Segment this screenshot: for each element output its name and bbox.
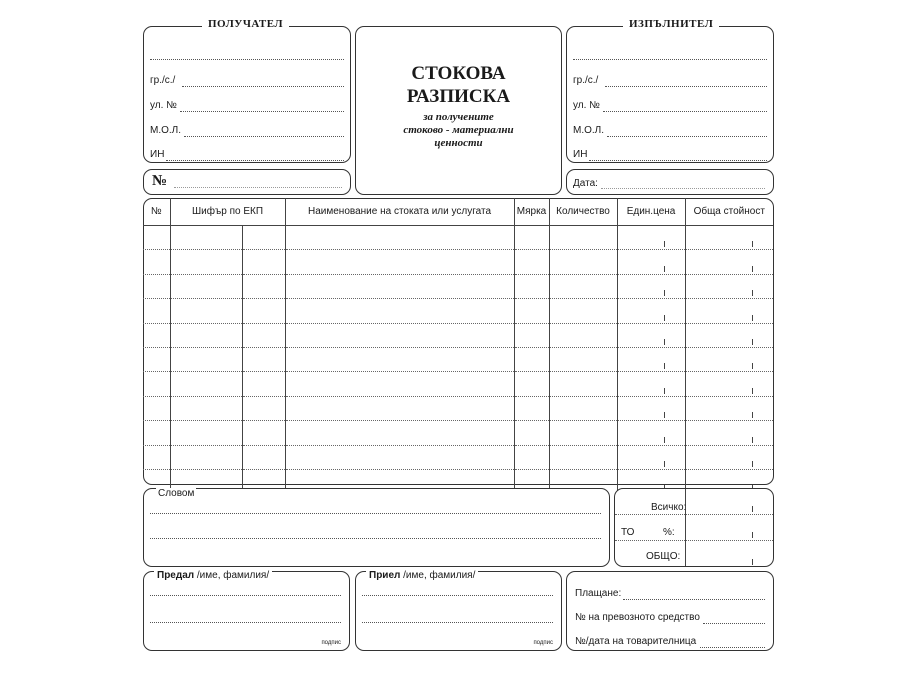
title-box (355, 26, 562, 195)
cell-name[interactable] (285, 347, 514, 371)
waybill-label: №/дата на товарителница (575, 636, 697, 647)
cell-unit[interactable] (514, 445, 549, 469)
cell-code-a[interactable] (170, 372, 242, 396)
received-sign-caption: подпис (533, 640, 553, 646)
recipient-city-line[interactable] (182, 86, 344, 87)
executor-id-line[interactable] (589, 160, 767, 161)
executor-street-line[interactable] (603, 111, 767, 112)
cell-unit-price[interactable] (617, 347, 685, 371)
document-subtitle-line1: за получените (423, 111, 494, 123)
cell-unit[interactable] (514, 299, 549, 323)
payment-box (566, 571, 774, 651)
recipient-mol-label: М.О.Л. (150, 125, 182, 136)
cell-code-b[interactable] (242, 274, 285, 298)
decimal-separator-mark (752, 241, 753, 247)
date-line[interactable] (601, 188, 765, 189)
cell-quantity[interactable] (549, 396, 617, 420)
cell-code-b[interactable] (242, 421, 285, 445)
payment-label: Плащане: (575, 588, 622, 599)
cell-unit[interactable] (514, 274, 549, 298)
cell-name[interactable] (285, 323, 514, 347)
cell-unit[interactable] (514, 250, 549, 274)
cell-code-a[interactable] (170, 250, 242, 274)
executor-mol-label: М.О.Л. (573, 125, 605, 136)
decimal-separator-mark (752, 290, 753, 296)
decimal-separator-mark (752, 437, 753, 443)
table-row (143, 347, 773, 371)
cell-unit[interactable] (514, 372, 549, 396)
decimal-separator-mark (752, 315, 753, 321)
cell-total[interactable] (685, 347, 773, 371)
cell-code-b[interactable] (242, 226, 285, 250)
cell-quantity[interactable] (549, 421, 617, 445)
cell-quantity[interactable] (549, 226, 617, 250)
number-line[interactable] (174, 187, 342, 188)
grand-total-label: ОБЩО: (646, 551, 681, 562)
cell-name[interactable] (285, 396, 514, 420)
cell-code-b[interactable] (242, 250, 285, 274)
col-number-header: № (143, 198, 170, 226)
cell-number[interactable] (143, 274, 170, 298)
cell-unit-price[interactable] (617, 323, 685, 347)
recipient-title: ПОЛУЧАТЕЛ (202, 18, 289, 30)
cell-code-a[interactable] (170, 323, 242, 347)
cell-number[interactable] (143, 421, 170, 445)
cell-total[interactable] (685, 372, 773, 396)
cell-number[interactable] (143, 396, 170, 420)
cell-unit-price[interactable] (617, 396, 685, 420)
executor-city-line[interactable] (605, 86, 767, 87)
cell-total[interactable] (685, 274, 773, 298)
executor-city-label: гр./с./ (573, 75, 599, 86)
executor-box (566, 18, 774, 163)
cell-total[interactable] (685, 396, 773, 420)
col-unit-header: Мярка (514, 198, 549, 226)
cell-name[interactable] (285, 372, 514, 396)
table-row (143, 396, 773, 420)
cell-name[interactable] (285, 299, 514, 323)
cell-quantity[interactable] (549, 323, 617, 347)
waybill-line[interactable] (700, 647, 765, 648)
cell-total[interactable] (685, 445, 773, 469)
decimal-separator-mark (664, 290, 665, 296)
document-subtitle-line3: ценности (434, 137, 483, 149)
document-subtitle-line2: стоково - материални (403, 124, 514, 136)
decimal-separator-mark (752, 412, 753, 418)
words-box (143, 488, 610, 567)
cell-name[interactable] (285, 445, 514, 469)
cell-code-a[interactable] (170, 421, 242, 445)
words-label: Словом (158, 488, 195, 499)
cell-unit-price[interactable] (617, 299, 685, 323)
total-label: Всичко: (651, 502, 687, 513)
cell-code-b[interactable] (242, 396, 285, 420)
vehicle-line[interactable] (703, 623, 765, 624)
cell-code-a[interactable] (170, 274, 242, 298)
totals-box (614, 488, 774, 567)
cell-number[interactable] (143, 250, 170, 274)
cell-number[interactable] (143, 323, 170, 347)
received-label (366, 570, 478, 581)
recipient-box (143, 18, 351, 163)
cell-unit-price[interactable] (617, 274, 685, 298)
cell-unit-price[interactable] (617, 226, 685, 250)
decimal-separator-mark (752, 363, 753, 369)
cell-number[interactable] (143, 347, 170, 371)
cell-unit-price[interactable] (617, 250, 685, 274)
vat-pct-label: %: (663, 527, 675, 538)
executor-id-label: ИН (573, 149, 588, 160)
items-body (143, 226, 773, 494)
cell-total[interactable] (685, 226, 773, 250)
decimal-separator-mark (664, 363, 665, 369)
decimal-separator-mark (752, 266, 753, 272)
cell-quantity[interactable] (549, 372, 617, 396)
cell-number[interactable] (143, 445, 170, 469)
decimal-separator-mark (664, 339, 665, 345)
vehicle-label: № на превозното средство (575, 612, 700, 623)
cell-code-b[interactable] (242, 299, 285, 323)
executor-street-label: ул. № (573, 100, 600, 111)
number-label: № (152, 173, 168, 189)
cell-unit[interactable] (514, 396, 549, 420)
cell-total[interactable] (685, 421, 773, 445)
recipient-city-label: гр./с./ (150, 75, 176, 86)
recipient-id-line[interactable] (166, 160, 344, 161)
words-line-2[interactable] (150, 538, 601, 539)
decimal-separator-mark (664, 437, 665, 443)
cell-code-a[interactable] (170, 396, 242, 420)
cell-code-b[interactable] (242, 372, 285, 396)
col-total-header: Обща стойност (685, 198, 773, 226)
handed-sign-caption: подпис (321, 640, 341, 646)
decimal-separator-mark (664, 412, 665, 418)
cell-code-b[interactable] (242, 347, 285, 371)
table-row (143, 226, 773, 250)
received-label-bold: Приел (369, 570, 401, 581)
cell-unit-price[interactable] (617, 421, 685, 445)
cell-unit-price[interactable] (617, 372, 685, 396)
handed-box (143, 571, 350, 651)
decimal-separator-mark (664, 388, 665, 394)
col-code-header: Шифър по ЕКП (170, 198, 285, 226)
executor-title: ИЗПЪЛНИТЕЛ (623, 18, 719, 30)
cell-quantity[interactable] (549, 347, 617, 371)
cell-code-a[interactable] (170, 347, 242, 371)
cell-number[interactable] (143, 226, 170, 250)
cell-quantity[interactable] (549, 274, 617, 298)
executor-mol-line[interactable] (607, 136, 767, 137)
decimal-separator-mark (752, 339, 753, 345)
document-title-line1: СТОКОВА (411, 63, 506, 84)
items-header-row (143, 198, 773, 226)
cell-code-b[interactable] (242, 323, 285, 347)
cell-name[interactable] (285, 226, 514, 250)
cell-unit-price[interactable] (617, 445, 685, 469)
col-quantity-header: Количество (549, 198, 617, 226)
recipient-mol-line[interactable] (184, 136, 344, 137)
date-box (566, 169, 774, 195)
received-box (355, 571, 562, 651)
recipient-street-line[interactable] (180, 111, 344, 112)
table-row (143, 250, 773, 274)
words-line-1[interactable] (150, 513, 601, 514)
received-name-line[interactable] (362, 595, 553, 596)
cell-quantity[interactable] (549, 299, 617, 323)
col-name-header: Наименование на стоката или услугата (285, 198, 514, 226)
table-row (143, 323, 773, 347)
cell-quantity[interactable] (549, 445, 617, 469)
table-row (143, 372, 773, 396)
cell-code-b[interactable] (242, 445, 285, 469)
cell-unit[interactable] (514, 347, 549, 371)
received-label-rest: /име, фамилия/ (403, 570, 476, 581)
table-row (143, 445, 773, 469)
cell-total[interactable] (685, 250, 773, 274)
handed-label-rest: /име, фамилия/ (196, 570, 270, 581)
col-unit-price-header: Един.цена (617, 198, 685, 226)
decimal-separator-mark (752, 388, 753, 394)
table-row (143, 274, 773, 298)
items-table (143, 198, 773, 493)
grand-total-value-field[interactable] (686, 541, 773, 567)
cell-code-a[interactable] (170, 226, 242, 250)
recipient-street-label: ул. № (150, 100, 177, 111)
handed-sign-line[interactable] (150, 622, 341, 623)
handed-name-line[interactable] (150, 595, 341, 596)
cell-unit[interactable] (514, 323, 549, 347)
decimal-separator-mark (664, 315, 665, 321)
cell-number[interactable] (143, 299, 170, 323)
executor-name-line[interactable] (573, 59, 767, 60)
recipient-name-line[interactable] (150, 59, 344, 60)
recipient-id-label: ИН (150, 149, 165, 160)
cell-unit[interactable] (514, 421, 549, 445)
table-row (143, 299, 773, 323)
cell-quantity[interactable] (549, 250, 617, 274)
document-title-line2: РАЗПИСКА (406, 86, 511, 107)
vat-label: ТО (621, 527, 635, 538)
cell-number[interactable] (143, 372, 170, 396)
cell-code-a[interactable] (170, 445, 242, 469)
number-box (143, 169, 351, 195)
vat-value-field[interactable] (686, 515, 773, 540)
total-value-field[interactable] (686, 489, 773, 514)
payment-line[interactable] (623, 599, 765, 600)
cell-name[interactable] (285, 421, 514, 445)
decimal-separator-mark (664, 266, 665, 272)
cell-name[interactable] (285, 250, 514, 274)
date-label: Дата: (573, 178, 598, 189)
cell-total[interactable] (685, 299, 773, 323)
decimal-separator-mark (664, 461, 665, 467)
decimal-separator-mark (752, 461, 753, 467)
cell-name[interactable] (285, 274, 514, 298)
cell-unit[interactable] (514, 226, 549, 250)
received-sign-line[interactable] (362, 622, 553, 623)
handed-label (154, 570, 272, 581)
handed-label-bold: Предал (157, 570, 195, 581)
decimal-separator-mark (664, 241, 665, 247)
cell-code-a[interactable] (170, 299, 242, 323)
table-row (143, 421, 773, 445)
cell-total[interactable] (685, 323, 773, 347)
